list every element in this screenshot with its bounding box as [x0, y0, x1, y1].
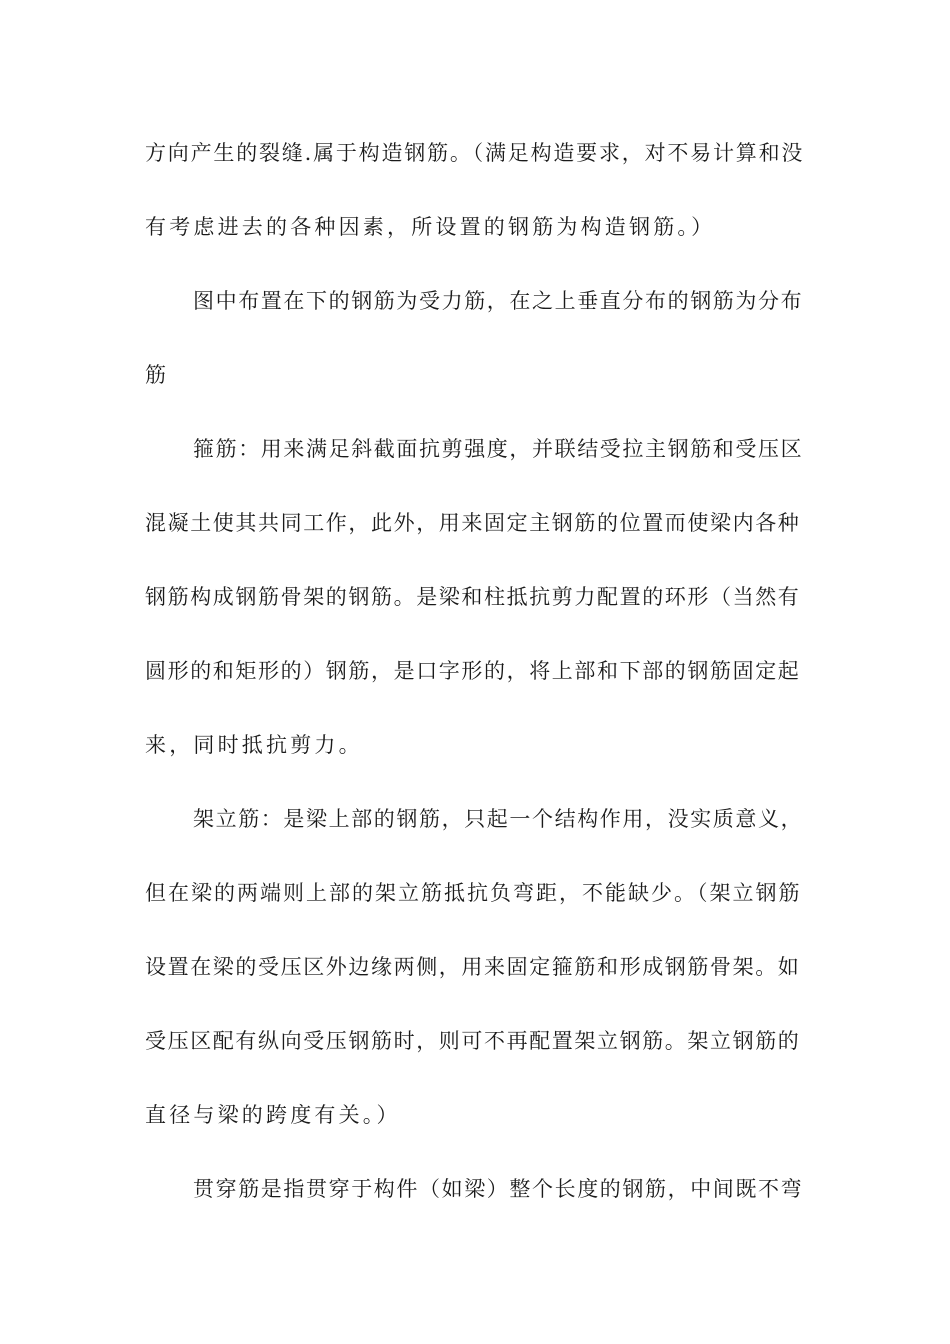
text-line-13: 受压区配有纵向受压钢筋时，则可不再配置架立钢筋。架立钢筋的: [145, 1029, 801, 1053]
text-line-6: 混凝土使其共同工作，此外，用来固定主钢筋的位置而使梁内各种: [145, 511, 801, 535]
text-line-12: 设置在梁的受压区外边缘两侧，用来固定箍筋和形成钢筋骨架。如: [145, 955, 801, 979]
text-line-11: 但在梁的两端则上部的架立筋抵抗负弯距，不能缺少。（架立钢筋: [145, 881, 802, 905]
text-line-10: 架立筋：是梁上部的钢筋，只起一个结构作用，没实质意义，: [193, 807, 804, 831]
text-line-8: 圆形的和矩形的）钢筋，是口字形的，将上部和下部的钢筋固定起: [145, 659, 801, 683]
text-line-5: 箍筋：用来满足斜截面抗剪强度，并联结受拉主钢筋和受压区: [193, 437, 804, 461]
text-line-15: 贯穿筋是指贯穿于构件（如梁）整个长度的钢筋，中间既不弯: [193, 1177, 804, 1201]
text-line-3: 图中布置在下的钢筋为受力筋，在之上垂直分布的钢筋为分布: [193, 289, 804, 313]
text-line-1: 方向产生的裂缝.属于构造钢筋。（满足构造要求，对不易计算和没: [145, 141, 805, 165]
text-line-7: 钢筋构成钢筋骨架的钢筋。是梁和柱抵抗剪力配置的环形（当然有: [145, 585, 801, 609]
text-line-14: 直径与梁的跨度有关。）: [145, 1103, 401, 1127]
text-line-9: 来，同时抵抗剪力。: [145, 733, 363, 757]
text-line-2: 有考虑进去的各种因素，所设置的钢筋为构造钢筋。）: [145, 215, 716, 239]
text-line-4: 筋: [145, 363, 170, 387]
